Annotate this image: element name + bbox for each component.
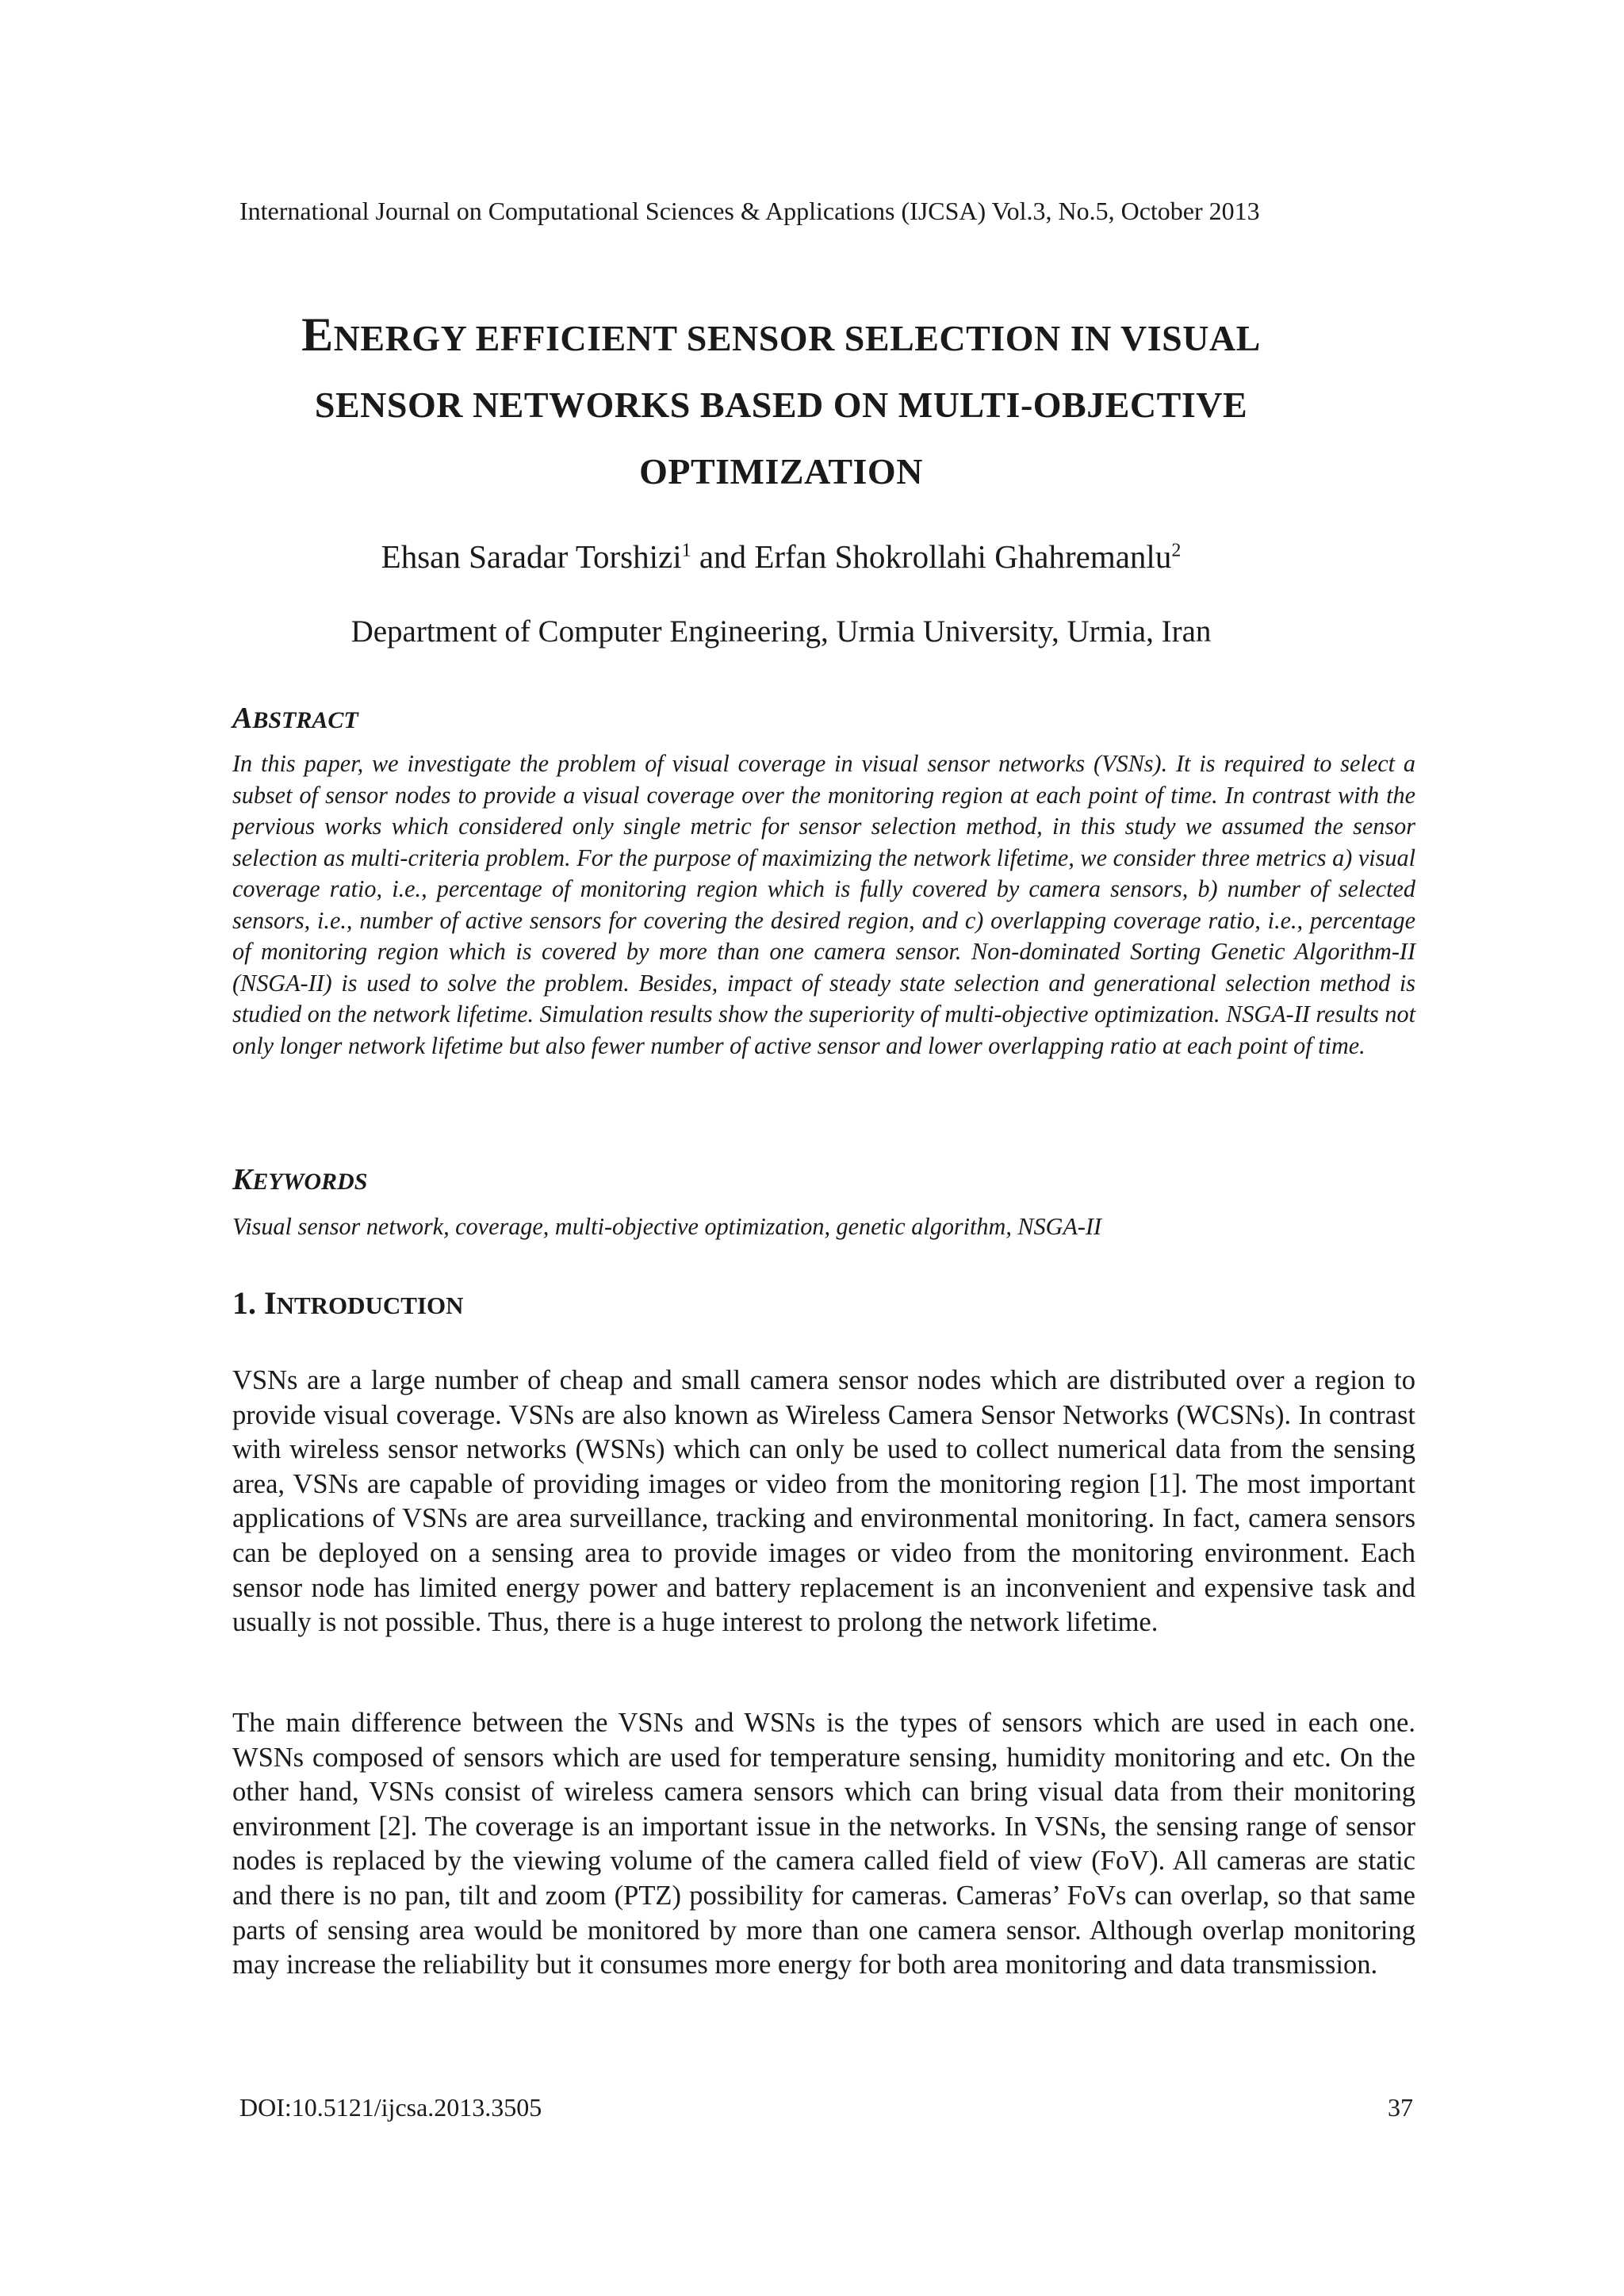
paper-title [198,301,1364,505]
title-line-1-rest: NERGY EFFICIENT SENSOR SELECTION IN VISUAL [333,318,1261,358]
abstract-heading-rest: BSTRACT [252,707,358,733]
author-1-affiliation-mark: 1 [681,540,691,561]
abstract-heading-initial: A [232,702,253,735]
abstract-text: In this paper, we investigate the problem of visual coverage in visual sensor networks (VSNs). It is required to select a subset of sensor nodes to provide a visual coverage over the monitoring region at each point of time. In contrast with the pervious works which considered only single metric for sensor selection method, in this study we assumed the sensor selection as multi-criteria problem. For the purpose of maximizing the network lifetime, we consider three metrics a) visual coverage ratio, i.e., percentage of monitoring region which is fully covered by camera sensors, b) number of selected sensors, i.e., number of active sensors for covering the desired region, and c) overlapping coverage ratio, i.e., percentage of monitoring region which is covered by more than one camera sensor. Non-dominated Sorting Genetic Algorithm-II (NSGA-II) is used to solve the problem. Besides, impact of steady state selection and generational selection method is studied on the network lifetime. Simulation results show the superiority of multi-objective optimization. NSGA-II results not only longer network lifetime but also fewer number of active sensor and lower overlapping ratio at each point of time. [232,750,1415,1059]
introduction-heading [232,1284,464,1322]
author-joiner: and [691,538,755,575]
introduction-paragraph-1: VSNs are a large number of cheap and small camera sensor nodes which are distributed over a region to provide visual coverage. VSNs are also known as Wireless Camera Sensor Networks (WCSNs). In contrast with wireless sensor networks (WSNs) which can only be used to collect numerical data from the sensing area, VSNs are capable of providing images or video from the monitoring region [1]. The most important applications of VSNs are area surveillance, tracking and environmental monitoring. In fact, camera sensors can be deployed on a sensing area to provide images or video from the monitoring environment. Each sensor node has limited energy power and battery replacement is an inconvenient and expensive task and usually is not possible. Thus, there is a huge interest to prolong the network lifetime. [232,1365,1415,1638]
author-1: Ehsan Saradar Torshizi [381,538,682,575]
introduction-heading-initial: I [264,1285,277,1321]
keywords-text: Visual sensor network, coverage, multi-objective optimization, genetic algorithm, NSGA-II [232,1213,1102,1240]
keywords-heading [232,1162,367,1197]
keywords-heading-rest: EYWORDS [252,1169,368,1195]
title-initial: E [301,308,334,361]
introduction-heading-number: 1. [232,1285,264,1321]
introduction-paragraph-2: The main difference between the VSNs and WSNs is the types of sensors which are used in each one. WSNs composed of sensors which are used for temperature sensing, humidity monitoring and etc. On the other hand, VSNs consist of wireless camera sensors which can bring visual data from their monitoring environment [2]. The coverage is an important issue in the networks. In VSNs, the sensing range of sensor nodes is replaced by the viewing volume of the camera called field of view (FoV). All cameras are static and there is no pan, tilt and zoom (PTZ) possibility for cameras. Cameras’ FoVs can overlap, so that same parts of sensing area would be monitored by more than one camera sensor. Although overlap monitoring may increase the reliability but it consumes more energy for both area monitoring and data transmission. [232,1708,1415,1980]
author-2: Erfan Shokrollahi Ghahremanlu [754,538,1172,575]
title-line-3: OPTIMIZATION [639,451,923,492]
title-line-1 [198,301,1364,372]
running-head: International Journal on Computational Sciences & Applications (IJCSA) Vol.3, No.5, October 2013 [239,197,1260,225]
title-line-2: SENSOR NETWORKS BASED ON MULTI-OBJECTIVE [314,385,1248,425]
footer-page-number: 37 [1388,2093,1413,2122]
abstract-heading [232,701,358,736]
introduction-heading-rest: NTRODUCTION [276,1292,464,1319]
authors [198,538,1364,576]
author-2-affiliation-mark: 2 [1171,540,1182,561]
affiliation: Department of Computer Engineering, Urmia University, Urmia, Iran [350,614,1212,649]
footer-doi: DOI:10.5121/ijcsa.2013.3505 [239,2093,542,2122]
keywords-heading-initial: K [232,1163,253,1196]
